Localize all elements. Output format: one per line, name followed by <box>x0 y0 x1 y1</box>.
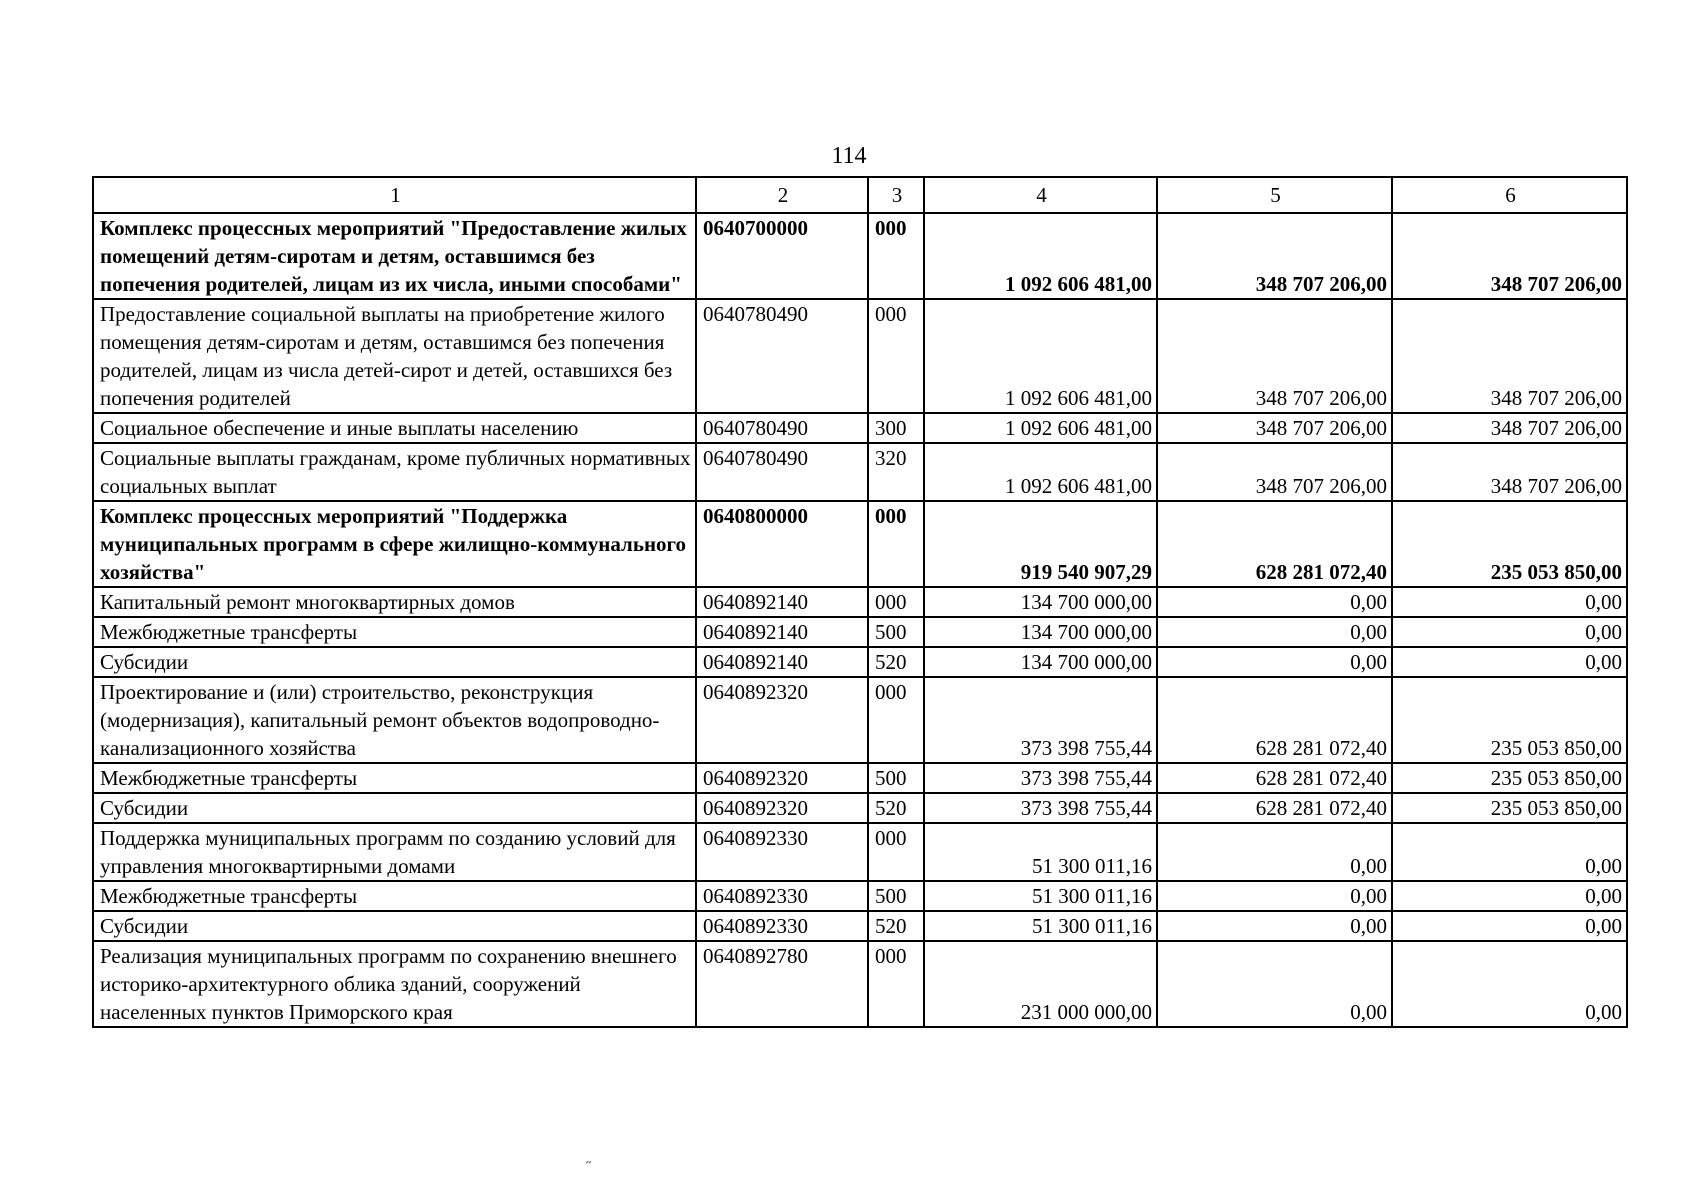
table-row <box>93 911 1627 941</box>
row-name-cell: Субсидии <box>93 647 696 677</box>
row-sum-year2-cell: 348 707 206,00 <box>1157 413 1392 443</box>
row-name-cell: Комплекс процессных мероприятий "Поддержка муниципальных программ в сфере жилищно-коммунального хозяйства" <box>93 501 696 587</box>
row-sum-year3-cell: 0,00 <box>1392 617 1627 647</box>
table-row <box>93 881 1627 911</box>
table-row <box>93 793 1627 823</box>
row-sum-year1-cell: 134 700 000,00 <box>924 647 1157 677</box>
table-row <box>93 299 1627 413</box>
row-code-cell: 0640892140 <box>696 647 868 677</box>
row-sum-year1-cell: 1 092 606 481,00 <box>924 413 1157 443</box>
row-sum-year2-cell: 0,00 <box>1157 941 1392 1027</box>
table-row <box>93 587 1627 617</box>
row-sum-year3-cell: 348 707 206,00 <box>1392 413 1627 443</box>
table-row <box>93 501 1627 587</box>
row-sum-year3-cell: 348 707 206,00 <box>1392 299 1627 413</box>
row-sum-year3-cell: 0,00 <box>1392 881 1627 911</box>
row-sum-year1-cell: 1 092 606 481,00 <box>924 443 1157 501</box>
row-vr-cell: 000 <box>868 677 924 763</box>
row-name-cell: Субсидии <box>93 911 696 941</box>
row-sum-year1-cell: 51 300 011,16 <box>924 823 1157 881</box>
table-row <box>93 941 1627 1027</box>
row-name-cell: Социальные выплаты гражданам, кроме публичных нормативных социальных выплат <box>93 443 696 501</box>
table-row <box>93 443 1627 501</box>
column-header-4: 4 <box>924 177 1157 213</box>
table-row <box>93 677 1627 763</box>
row-sum-year3-cell: 0,00 <box>1392 941 1627 1027</box>
column-header-6: 6 <box>1392 177 1627 213</box>
column-header-3: 3 <box>868 177 924 213</box>
row-name-cell: Реализация муниципальных программ по сохранению внешнего историко-архитектурного облика зданий, сооружений населенных пунктов Приморского края <box>93 941 696 1027</box>
row-code-cell: 0640780490 <box>696 299 868 413</box>
row-sum-year2-cell: 348 707 206,00 <box>1157 213 1392 299</box>
row-vr-cell: 000 <box>868 587 924 617</box>
row-vr-cell: 000 <box>868 213 924 299</box>
row-code-cell: 0640892140 <box>696 587 868 617</box>
row-sum-year3-cell: 0,00 <box>1392 911 1627 941</box>
column-header-2: 2 <box>696 177 868 213</box>
row-name-cell: Межбюджетные трансферты <box>93 617 696 647</box>
row-vr-cell: 000 <box>868 941 924 1027</box>
row-code-cell: 0640780490 <box>696 443 868 501</box>
row-sum-year3-cell: 348 707 206,00 <box>1392 443 1627 501</box>
budget-table <box>92 176 1628 1028</box>
row-code-cell: 0640892320 <box>696 677 868 763</box>
row-name-cell: Проектирование и (или) строительство, реконструкция (модернизация), капитальный ремонт объектов водопроводно-канализационного хозяйства <box>93 677 696 763</box>
row-sum-year1-cell: 51 300 011,16 <box>924 881 1157 911</box>
row-sum-year2-cell: 348 707 206,00 <box>1157 299 1392 413</box>
row-vr-cell: 000 <box>868 823 924 881</box>
row-sum-year2-cell: 0,00 <box>1157 881 1392 911</box>
row-code-cell: 0640892330 <box>696 823 868 881</box>
row-sum-year2-cell: 0,00 <box>1157 911 1392 941</box>
row-sum-year1-cell: 134 700 000,00 <box>924 587 1157 617</box>
row-sum-year3-cell: 235 053 850,00 <box>1392 793 1627 823</box>
row-sum-year2-cell: 0,00 <box>1157 647 1392 677</box>
row-vr-cell: 320 <box>868 443 924 501</box>
row-vr-cell: 000 <box>868 299 924 413</box>
row-sum-year3-cell: 235 053 850,00 <box>1392 763 1627 793</box>
table-row <box>93 823 1627 881</box>
row-sum-year1-cell: 231 000 000,00 <box>924 941 1157 1027</box>
row-sum-year3-cell: 235 053 850,00 <box>1392 501 1627 587</box>
row-code-cell: 0640892320 <box>696 793 868 823</box>
row-name-cell: Субсидии <box>93 793 696 823</box>
page-number: 114 <box>831 143 867 169</box>
row-vr-cell: 520 <box>868 911 924 941</box>
row-vr-cell: 500 <box>868 617 924 647</box>
row-code-cell: 0640780490 <box>696 413 868 443</box>
row-name-cell: Социальное обеспечение и иные выплаты населению <box>93 413 696 443</box>
row-sum-year3-cell: 0,00 <box>1392 823 1627 881</box>
column-header-5: 5 <box>1157 177 1392 213</box>
row-sum-year2-cell: 0,00 <box>1157 587 1392 617</box>
row-name-cell: Поддержка муниципальных программ по созданию условий для управления многоквартирными домами <box>93 823 696 881</box>
row-sum-year2-cell: 0,00 <box>1157 823 1392 881</box>
table-row <box>93 213 1627 299</box>
row-vr-cell: 500 <box>868 763 924 793</box>
row-sum-year3-cell: 0,00 <box>1392 587 1627 617</box>
row-sum-year2-cell: 628 281 072,40 <box>1157 677 1392 763</box>
row-sum-year2-cell: 628 281 072,40 <box>1157 501 1392 587</box>
row-sum-year2-cell: 628 281 072,40 <box>1157 793 1392 823</box>
row-sum-year2-cell: 0,00 <box>1157 617 1392 647</box>
scan-speck: ˶ <box>586 1152 592 1169</box>
row-sum-year1-cell: 1 092 606 481,00 <box>924 299 1157 413</box>
row-vr-cell: 300 <box>868 413 924 443</box>
row-sum-year1-cell: 919 540 907,29 <box>924 501 1157 587</box>
row-code-cell: 0640892780 <box>696 941 868 1027</box>
row-code-cell: 0640892320 <box>696 763 868 793</box>
row-sum-year3-cell: 235 053 850,00 <box>1392 677 1627 763</box>
row-vr-cell: 000 <box>868 501 924 587</box>
row-name-cell: Межбюджетные трансферты <box>93 763 696 793</box>
row-sum-year1-cell: 1 092 606 481,00 <box>924 213 1157 299</box>
row-name-cell: Предоставление социальной выплаты на приобретение жилого помещения детям-сиротам и детям, оставшимся без попечения родителей, лицам из числа детей-сирот и детей, оставшихся без попечения родителей <box>93 299 696 413</box>
row-sum-year1-cell: 373 398 755,44 <box>924 677 1157 763</box>
column-header-1: 1 <box>93 177 696 213</box>
table-row <box>93 647 1627 677</box>
table-row <box>93 413 1627 443</box>
row-code-cell: 0640892330 <box>696 881 868 911</box>
row-sum-year2-cell: 348 707 206,00 <box>1157 443 1392 501</box>
row-sum-year3-cell: 348 707 206,00 <box>1392 213 1627 299</box>
table-body <box>93 177 1627 1027</box>
row-sum-year1-cell: 373 398 755,44 <box>924 763 1157 793</box>
row-sum-year1-cell: 373 398 755,44 <box>924 793 1157 823</box>
row-name-cell: Комплекс процессных мероприятий "Предоставление жилых помещений детям-сиротам и детям, оставшимся без попечения родителей, лицам из их числа, иными способами" <box>93 213 696 299</box>
row-vr-cell: 520 <box>868 793 924 823</box>
row-code-cell: 0640700000 <box>696 213 868 299</box>
row-name-cell: Капитальный ремонт многоквартирных домов <box>93 587 696 617</box>
row-name-cell: Межбюджетные трансферты <box>93 881 696 911</box>
row-vr-cell: 520 <box>868 647 924 677</box>
table-header-row <box>93 177 1627 213</box>
row-code-cell: 0640892330 <box>696 911 868 941</box>
row-vr-cell: 500 <box>868 881 924 911</box>
row-sum-year2-cell: 628 281 072,40 <box>1157 763 1392 793</box>
row-sum-year3-cell: 0,00 <box>1392 647 1627 677</box>
row-code-cell: 0640892140 <box>696 617 868 647</box>
table-row <box>93 617 1627 647</box>
row-sum-year1-cell: 134 700 000,00 <box>924 617 1157 647</box>
row-code-cell: 0640800000 <box>696 501 868 587</box>
row-sum-year1-cell: 51 300 011,16 <box>924 911 1157 941</box>
table-row <box>93 763 1627 793</box>
